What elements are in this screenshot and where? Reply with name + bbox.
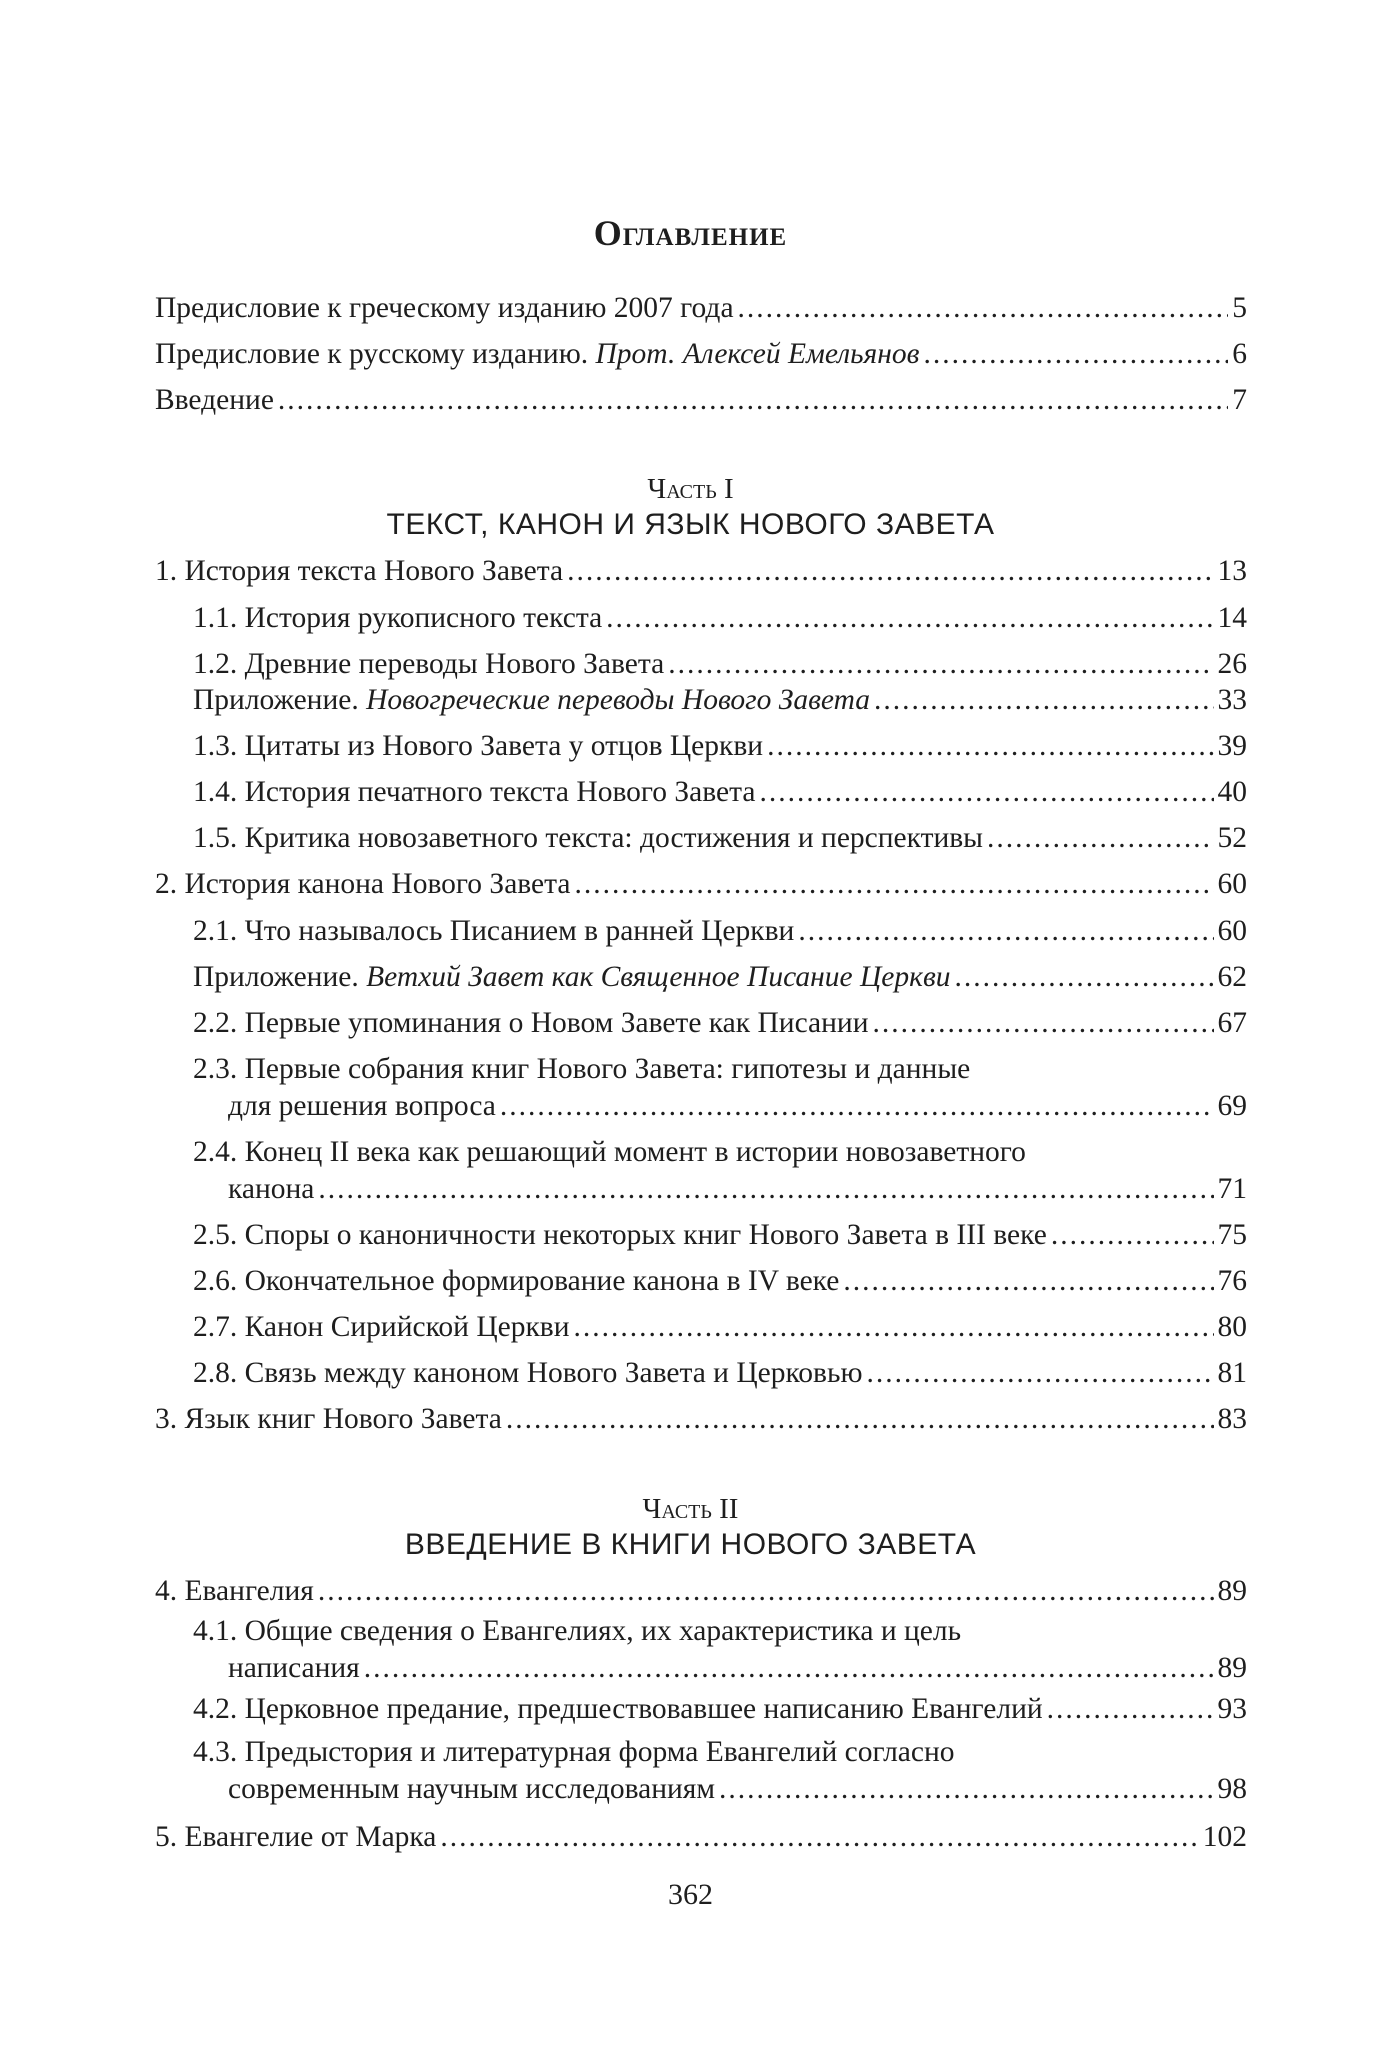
entry-page: 89 [1217, 1652, 1247, 1684]
entry-title: Предисловие к русскому изданию. Прот. Алексей Емельянов [155, 338, 920, 370]
toc-entry[interactable] [193, 1002, 1247, 1044]
entry-page: 33 [1217, 684, 1247, 716]
entry-title-continued: современным научным исследованиям [228, 1773, 716, 1805]
entry-title: 4. Евангелия [155, 1575, 314, 1607]
page-number: 362 [668, 1878, 713, 1911]
toc-entry[interactable] [155, 333, 1247, 375]
dot-leader [872, 1002, 1213, 1044]
toc-entry[interactable] [155, 1398, 1247, 1440]
dot-leader [874, 679, 1213, 721]
entry-page: 39 [1217, 730, 1247, 762]
entry-page: 102 [1202, 1821, 1247, 1853]
dot-leader [923, 333, 1228, 375]
toc-entry-first-line[interactable]: 2.4. Конец II века как решающий момент в истории новозаветного [193, 1136, 1026, 1168]
entry-title: 4.2. Церковное предание, предшествовавшее написанию Евангелий [193, 1693, 1043, 1725]
entry-title: Приложение. Ветхий Завет как Священное Писание Церкви [193, 961, 951, 993]
toc-entry[interactable] [193, 597, 1247, 639]
entry-page: 69 [1217, 1090, 1247, 1122]
dot-leader [364, 1647, 1214, 1689]
entry-subtitle: Новогреческие переводы Нового Завета [366, 684, 871, 716]
dot-leader [759, 771, 1213, 813]
toc-entry[interactable] [193, 1260, 1247, 1302]
entry-title-continued: для решения вопроса [228, 1090, 496, 1122]
entry-page: 60 [1217, 915, 1247, 947]
dot-leader [798, 910, 1213, 952]
entry-page: 80 [1217, 1311, 1247, 1343]
dot-leader [440, 1816, 1198, 1858]
entry-page: 60 [1217, 868, 1247, 900]
entry-title: Введение [155, 384, 274, 416]
entry-page: 6 [1232, 338, 1247, 370]
toc-entry-first-line[interactable]: 4.1. Общие сведения о Евангелиях, их характеристика и цель [193, 1615, 962, 1647]
toc-heading: Оглавление [593, 213, 788, 253]
entry-page: 75 [1217, 1219, 1247, 1251]
entry-title-continued: написания [228, 1652, 360, 1684]
entry-page: 40 [1217, 776, 1247, 808]
entry-page: 81 [1217, 1357, 1247, 1389]
entry-page: 13 [1217, 555, 1247, 587]
toc-entry[interactable] [228, 1085, 1247, 1127]
dot-leader [738, 287, 1229, 329]
dot-leader [1047, 1688, 1214, 1730]
part-label: Часть II [642, 1493, 739, 1525]
toc-entry[interactable] [193, 956, 1247, 998]
entry-title: 1.3. Цитаты из Нового Завета у отцов Церкви [193, 730, 764, 762]
entry-page: 67 [1217, 1007, 1247, 1039]
entry-title: 1. История текста Нового Завета [155, 555, 564, 587]
entry-title: 1.1. История рукописного текста [193, 602, 603, 634]
dot-leader [574, 1306, 1214, 1348]
dot-leader [955, 956, 1214, 998]
toc-entry[interactable] [193, 679, 1247, 721]
dot-leader [506, 1398, 1214, 1440]
entry-page: 89 [1217, 1575, 1247, 1607]
entry-page: 26 [1217, 648, 1247, 680]
entry-page: 93 [1217, 1693, 1247, 1725]
toc-entry[interactable] [193, 1214, 1247, 1256]
entry-title: 5. Евангелие от Марка [155, 1821, 437, 1853]
toc-entry[interactable] [155, 550, 1247, 592]
entry-title: 2.1. Что называлось Писанием в ранней Церкви [193, 915, 795, 947]
entry-author: Прот. Алексей Емельянов [595, 338, 920, 370]
entry-title: 3. Язык книг Нового Завета [155, 1403, 502, 1435]
dot-leader [567, 550, 1213, 592]
entry-page: 5 [1232, 292, 1247, 324]
dot-leader [500, 1085, 1214, 1127]
toc-entry[interactable] [193, 1688, 1247, 1730]
toc-entry[interactable] [155, 1570, 1247, 1612]
entry-title: 2.6. Окончательное формирование канона в IV веке [193, 1265, 840, 1297]
toc-entry[interactable] [228, 1768, 1247, 1810]
dot-leader [767, 725, 1213, 767]
entry-page: 62 [1217, 961, 1247, 993]
entry-page: 71 [1217, 1173, 1247, 1205]
toc-entry[interactable] [193, 725, 1247, 767]
entry-page: 98 [1217, 1773, 1247, 1805]
toc-entry[interactable] [193, 817, 1247, 859]
dot-leader [318, 1570, 1214, 1612]
dot-leader [606, 597, 1213, 639]
entry-page: 14 [1217, 602, 1247, 634]
dot-leader [318, 1168, 1213, 1210]
entry-title: 1.2. Древние переводы Нового Завета [193, 648, 665, 680]
part-title: ТЕКСТ, КАНОН И ЯЗЫК НОВОГО ЗАВЕТА [386, 508, 995, 541]
entry-title: 2.7. Канон Сирийской Церкви [193, 1311, 570, 1343]
dot-leader [719, 1768, 1213, 1810]
entry-title: Приложение. Новогреческие переводы Нового Завета [193, 684, 871, 716]
toc-entry[interactable] [155, 379, 1247, 421]
entry-title-continued: канона [228, 1173, 315, 1205]
entry-title: 2.2. Первые упоминания о Новом Завете как Писании [193, 1007, 869, 1039]
toc-entry[interactable] [193, 771, 1247, 813]
dot-leader [987, 817, 1213, 859]
toc-entry[interactable] [193, 910, 1247, 952]
dot-leader [575, 863, 1214, 905]
toc-entry[interactable] [228, 1168, 1247, 1210]
entry-title: Предисловие к греческому изданию 2007 года [155, 292, 734, 324]
toc-entry[interactable] [228, 1647, 1247, 1689]
entry-page: 83 [1217, 1403, 1247, 1435]
entry-page: 76 [1217, 1265, 1247, 1297]
entry-page: 52 [1217, 822, 1247, 854]
entry-title: 1.4. История печатного текста Нового Завета [193, 776, 756, 808]
dot-leader [1051, 1214, 1214, 1256]
dot-leader [278, 379, 1228, 421]
dot-leader [866, 1352, 1213, 1394]
toc-entry[interactable] [155, 1816, 1247, 1858]
part-title: ВВЕДЕНИЕ В КНИГИ НОВОГО ЗАВЕТА [404, 1528, 977, 1561]
part-label: Часть I [647, 473, 734, 505]
toc-entry[interactable] [155, 287, 1247, 329]
entry-title: 1.5. Критика новозаветного текста: достижения и перспективы [193, 822, 984, 854]
entry-title: 2.8. Связь между каноном Нового Завета и Церковью [193, 1357, 863, 1389]
toc-entry[interactable] [193, 1352, 1247, 1394]
dot-leader [843, 1260, 1213, 1302]
toc-entry-first-line[interactable]: 4.3. Предыстория и литературная форма Евангелий согласно [193, 1736, 955, 1768]
entry-page: 7 [1232, 384, 1247, 416]
entry-title: 2.5. Споры о каноничности некоторых книг Нового Завета в III веке [193, 1219, 1047, 1251]
entry-title: 2. История канона Нового Завета [155, 868, 571, 900]
toc-entry[interactable] [155, 863, 1247, 905]
toc-entry-first-line[interactable]: 2.3. Первые собрания книг Нового Завета: гипотезы и данные [193, 1053, 971, 1085]
toc-entry[interactable] [193, 1306, 1247, 1348]
entry-subtitle: Ветхий Завет как Священное Писание Церкви [366, 961, 951, 993]
